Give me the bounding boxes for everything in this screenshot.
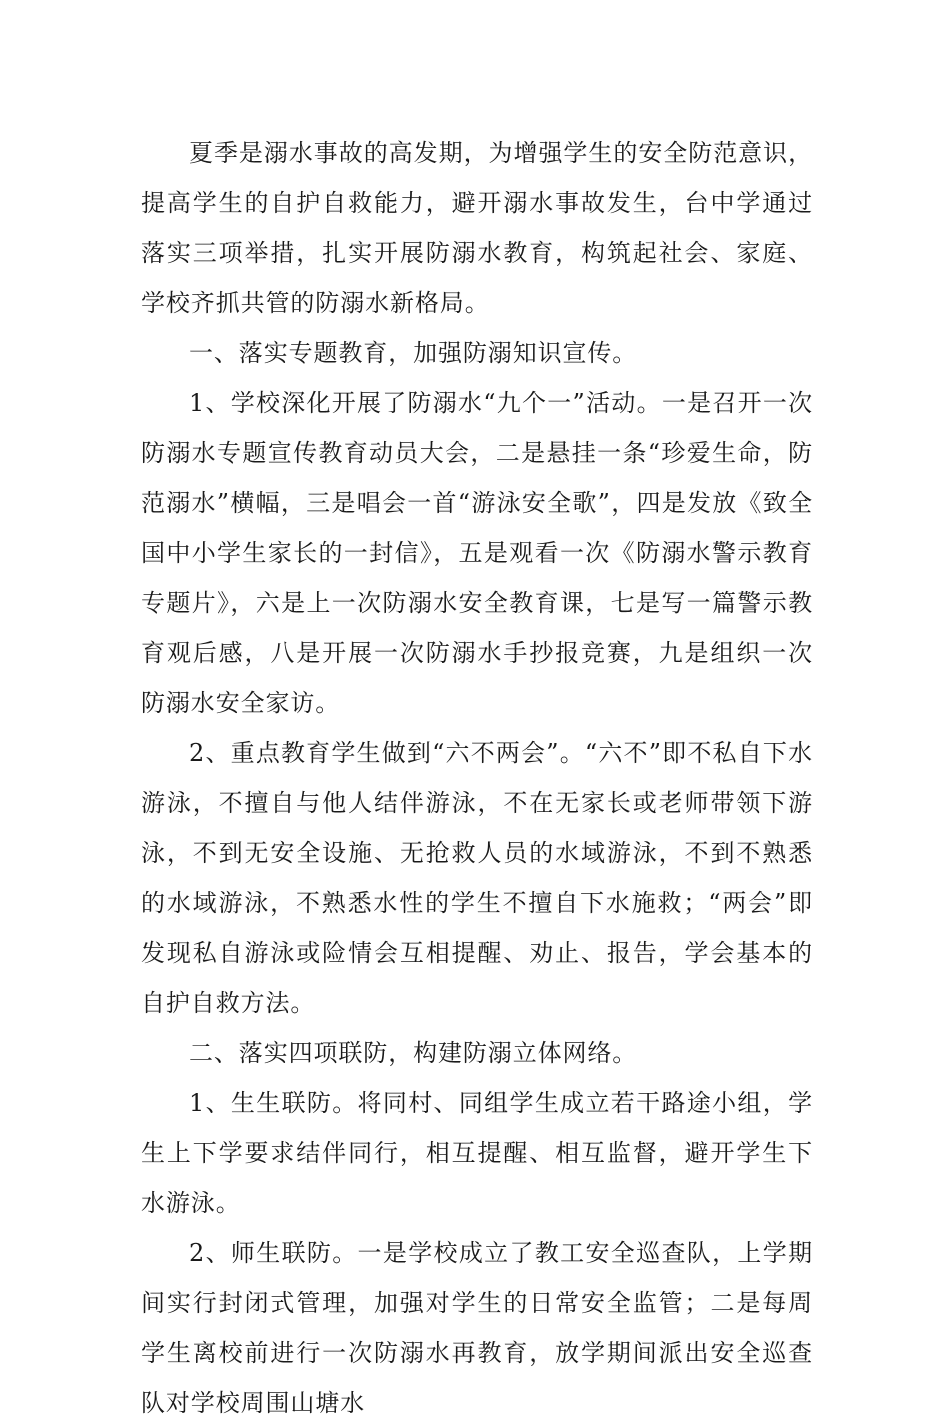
document-body	[141, 128, 813, 1428]
body-paragraph: 1、学校深化开展了防溺水“九个一”活动。一是召开一次防溺水专题宣传教育动员大会，二是悬挂一条“珍爱生命，防范溺水”横幅，三是唱会一首“游泳安全歌”，四是发放《致全国中小学生家长的一封信》，五是观看一次《防溺水警示教育专题片》，六是上一次防溺水安全教育课，七是写一篇警示教育观后感，八是开展一次防溺水手抄报竞赛，九是组织一次防溺水安全家访。	[141, 389, 813, 717]
body-paragraph: 2、重点教育学生做到“六不两会”。“六不”即不私自下水游泳，不擅自与他人结伴游泳，不在无家长或老师带领下游泳，不到无安全设施、无抢救人员的水域游泳，不到不熟悉的水域游泳，不熟悉水性的学生不擅自下水施救；“两会”即发现私自游泳或险情会互相提醒、劝止、报告，学会基本的自护自救方法。	[141, 739, 813, 1017]
body-paragraph: 1、生生联防。将同村、同组学生成立若干路途小组，学生上下学要求结伴同行，相互提醒、相互监督，避开学生下水游泳。	[141, 1089, 813, 1217]
section-heading-1: 一、落实专题教育，加强防溺知识宣传。	[189, 339, 638, 367]
intro-paragraph: 夏季是溺水事故的高发期，为增强学生的安全防范意识，提高学生的自护自救能力，避开溺水事故发生，台中学通过落实三项举措，扎实开展防溺水教育，构筑起社会、家庭、学校齐抓共管的防溺水新格局。	[141, 139, 813, 317]
body-paragraph: 2、师生联防。一是学校成立了教工安全巡查队，上学期间实行封闭式管理，加强对学生的日常安全监管；二是每周学生离校前进行一次防溺水再教育，放学期间派出安全巡查队对学校周围山塘水	[141, 1239, 813, 1417]
section-heading-2: 二、落实四项联防，构建防溺立体网络。	[189, 1039, 638, 1067]
